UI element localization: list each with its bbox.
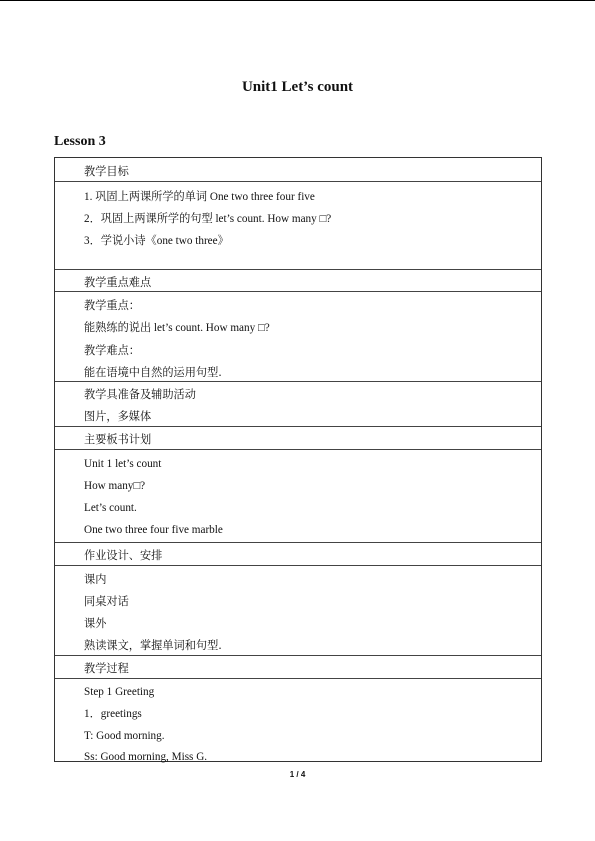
list-item: 熟读课文，掌握单词和句型. [84,639,222,652]
section-header: 教学目标 [84,165,129,178]
list-item: 教学重点： [84,299,140,312]
row-divider [55,426,541,427]
list-item: 1．greetings [84,708,142,720]
list-item: 教学难点： [84,344,140,357]
row-divider [55,542,541,543]
list-item: 图片，多媒体 [84,410,152,423]
list-item: 能熟练的说出 let’s count. How many □? [84,322,270,334]
top-rule [0,0,595,1]
lesson-plan-table [54,157,542,762]
row-divider [55,449,541,450]
section-header: 教学重点难点 [84,276,152,289]
list-item: How many□? [84,480,146,492]
list-item: Step 1 Greeting [84,686,155,698]
row-divider [55,269,541,270]
page-number: 1 / 4 [289,770,306,779]
list-item: 同桌对话 [84,595,129,608]
row-divider [55,181,541,182]
list-item: 能在语境中自然的运用句型. [84,366,222,379]
list-item: 课内 [84,573,107,586]
section-header: 作业设计、安排 [84,549,163,562]
list-item: 课外 [84,617,107,630]
list-item: 3．学说小诗《one two three》 [84,235,229,247]
list-item: 2．巩固上两课所学的句型 let’s count. How many □? [84,213,332,225]
section-header: 教学过程 [84,662,129,675]
document-title: Unit1 Let’s count [241,79,354,95]
row-divider [55,291,541,292]
row-divider [55,678,541,679]
section-header: 教学具准备及辅助活动 [84,388,196,401]
row-divider [55,565,541,566]
list-item: 1. 巩固上两课所学的单词 One two three four five [84,191,315,203]
list-item: Let’s count. [84,502,137,514]
list-item: Unit 1 let’s count [84,458,162,470]
row-divider [55,655,541,656]
list-item: T: Good morning. [84,730,165,742]
row-divider [55,381,541,382]
lesson-heading: Lesson 3 [54,134,106,149]
section-header: 主要板书计划 [84,433,152,446]
list-item: One two three four five marble [84,524,223,536]
list-item: Ss: Good morning, Miss G. [84,751,208,763]
